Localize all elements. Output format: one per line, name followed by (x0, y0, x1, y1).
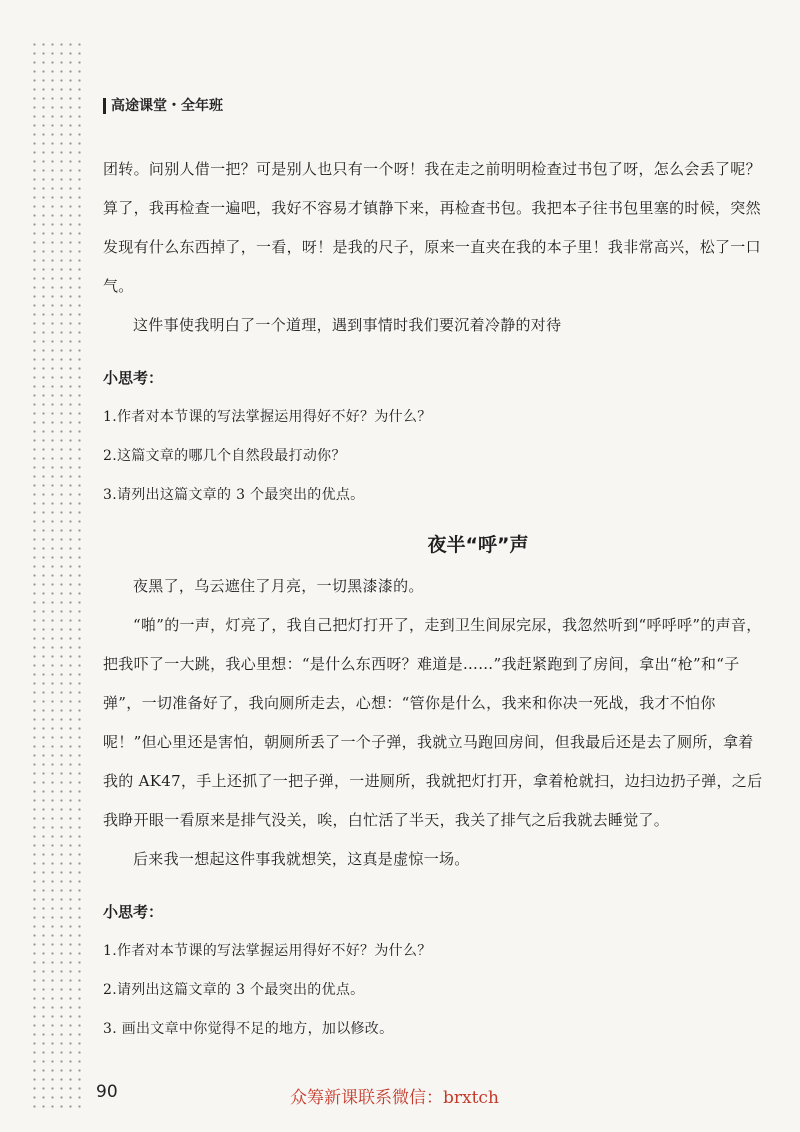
essay1-paragraph-1: 团转。问别人借一把？可是别人也只有一个呀！我在走之前明明检查过书包了呀，怎么会丢了呢？算了，我再检查一遍吧，我好不容易才镇静下来，再检查书包。我把本子往书包里塞的时候，突然发现有什么东西掉了，一看，呀！是我的尺子，原来一直夹在我的本子里！我非常高兴，松了一口气。 (103, 160, 761, 295)
binding-dots (30, 40, 82, 1110)
page-header: 高途课堂・全年班 (103, 98, 223, 114)
essay2-paragraph-2: “啪”的一声，灯亮了，我自己把灯打开了，走到卫生间尿完尿，我忽然听到“呼呼呼”的声音，把我吓了一大跳，我心里想：“是什么东西呀？难道是……”我赶紧跑到了房间，拿出“枪”和“子弹”，一切准备好了，我向厕所走去，心想：“管你是什么，我来和你决一死战，我才不怕你呢！”但心里还是害怕，朝厕所丢了一个子弹，我就立马跑回房间，但我最后还是去了厕所，拿着我的 AK47，手上还抓了一把子弹，一进厕所，我就把灯打开，拿着枪就扫，边扫边扔子弹，之后我睁开眼一看原来是排气没关，唉，白忙活了半天，我关了排气之后我就去睡觉了。 (103, 616, 763, 829)
essay2-paragraph-3: 后来我一想起这件事我就想笑，这真是虚惊一场。 (133, 850, 470, 868)
think1-question-2: 2.这篇文章的哪几个自然段最打动你？ (103, 448, 346, 464)
think2-question-2: 2.请列出这篇文章的 3 个最突出的优点。 (103, 982, 365, 998)
think2-heading: 小思考： (103, 903, 164, 921)
think1-heading: 小思考： (103, 369, 164, 387)
think2-question-3: 3. 画出文章中你觉得不足的地方，加以修改。 (103, 1021, 394, 1037)
think1-question-1: 1.作者对本节课的写法掌握运用得好不好？为什么？ (103, 409, 432, 425)
page-content (103, 150, 763, 1049)
page-number: 90 (96, 1082, 118, 1102)
watermark-text: 众筹新课联系微信：brxtch (290, 1088, 499, 1108)
think2-question-1: 1.作者对本节课的写法掌握运用得好不好？为什么？ (103, 943, 432, 959)
essay2-title: 夜半“呼”声 (427, 534, 529, 556)
think1-question-3: 3.请列出这篇文章的 3 个最突出的优点。 (103, 487, 365, 503)
essay1-paragraph-2: 这件事使我明白了一个道理，遇到事情时我们要沉着冷静的对待 (133, 316, 562, 334)
essay2-paragraph-1: 夜黑了，乌云遮住了月亮，一切黑漆漆的。 (133, 577, 424, 595)
